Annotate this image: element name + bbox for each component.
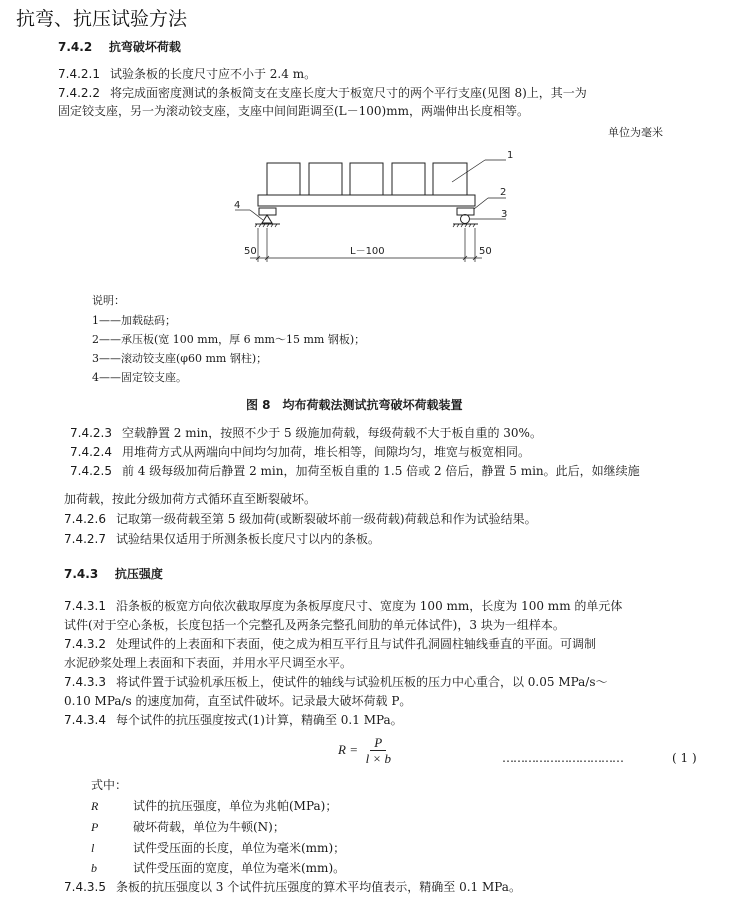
formula-lhs: R	[338, 742, 346, 757]
clause-7-4-2-2-cont: 固定铰支座，另一为滚动铰支座，支座中间间距调至(L－100)mm，两端伸出长度相等。	[58, 104, 529, 118]
legend-item: 3——滚动铰支座(φ60 mm 钢柱)；	[92, 352, 268, 365]
weight-block	[309, 163, 342, 195]
bearing-plate-right	[457, 208, 474, 215]
equation-number: ( 1 )	[672, 751, 697, 765]
clause-7-4-3-2: 7.4.3.2 处理试件的上表面和下表面，使之成为相互平行且与试件孔洞圆柱轴线垂直的平面。可调制	[64, 637, 596, 651]
clause-7-4-3-1-cont: 试件(对于空心条板，长度包括一个完整孔及两条完整孔间肋的单元体试件)，3 块为一组样本。	[64, 618, 565, 632]
where-label: 式中：	[91, 778, 128, 792]
legend-title: 说明：	[92, 294, 125, 307]
roller-support	[461, 215, 470, 224]
variable-row	[91, 820, 285, 835]
weight-block	[267, 163, 300, 195]
clause-7-4-3-4: 7.4.3.4 每个试件的抗压强度按式(1)计算，精确至 0.1 MPa。	[64, 713, 403, 727]
dim-right-overhang: 50	[479, 246, 492, 257]
section-title: 抗弯破坏荷载	[108, 40, 181, 54]
section-number: 7.4.3	[64, 567, 99, 581]
weight-block	[433, 163, 467, 195]
variable-desc: 试件的抗压强度，单位为兆帕(MPa)；	[133, 799, 338, 813]
fixed-hinge-support	[262, 215, 272, 223]
clause-7-4-2-5-cont: 加荷载，按此分级加荷方式循环直至断裂破坏。	[64, 492, 317, 506]
clause-7-4-2-6: 7.4.2.6 记取第一级荷载至第 5 级加荷(或断裂破坏前一级荷载)荷载总和作为试验结果。	[64, 512, 537, 526]
figure-caption: 图 8 均布荷载法测试抗弯破坏荷载装置	[246, 398, 463, 412]
formula-denominator: l × b	[365, 751, 391, 766]
section-heading-7-4-3	[64, 565, 163, 582]
variable-desc: 试件受压面的宽度，单位为毫米(mm)。	[133, 861, 346, 875]
clause-7-4-2-3: 7.4.2.3 空载静置 2 min，按照不少于 5 级施加荷载，每级荷载不大于板自重的 30%。	[70, 426, 542, 440]
variable-symbol: b	[91, 861, 97, 875]
variable-row	[91, 841, 345, 856]
formula: R = $\frac{P}{l \times b}$	[338, 735, 395, 766]
bearing-plate-left	[259, 208, 276, 215]
dim-span: L－100	[350, 246, 385, 257]
formula-leader: ……………………………	[502, 751, 623, 765]
variable-row	[91, 799, 337, 814]
legend-item: 4——固定铰支座。	[92, 371, 187, 384]
test-board	[258, 195, 475, 206]
variable-desc: 破坏荷载，单位为牛顿(N)；	[133, 820, 285, 834]
section-title: 抗压强度	[114, 567, 163, 581]
legend-item: 1——加载砝码；	[92, 314, 176, 327]
clause-7-4-3-1: 7.4.3.1 沿条板的板宽方向依次截取厚度为条板厚度尺寸、宽度为 100 mm，长度为 100 mm 的单元体	[64, 599, 623, 613]
section-number: 7.4.2	[58, 40, 93, 54]
weight-block	[392, 163, 425, 195]
variable-row	[91, 861, 345, 876]
label-3: 3	[501, 209, 508, 220]
formula-numerator: P	[370, 735, 386, 751]
legend-item: 2——承压板(宽 100 mm，厚 6 mm～15 mm 钢板)；	[92, 333, 366, 346]
clause-7-4-3-3: 7.4.3.3 将试件置于试验机承压板上，使试件的轴线与试验机压板的压力中心重合，以 0.05 MPa/s～	[64, 675, 608, 689]
variable-desc: 试件受压面的长度，单位为毫米(mm)；	[133, 841, 346, 855]
clause-7-4-2-7: 7.4.2.7 试验结果仅适用于所测条板长度尺寸以内的条板。	[64, 532, 380, 546]
figure-8-diagram	[220, 140, 520, 270]
label-2: 2	[500, 187, 507, 198]
dim-left-overhang: 50	[244, 246, 257, 257]
clause-7-4-3-5: 7.4.3.5 条板的抗压强度以 3 个试件抗压强度的算术平均值表示，精确至 0.1 MPa。	[64, 880, 521, 894]
label-1: 1	[507, 150, 514, 161]
variable-symbol: P	[91, 820, 99, 834]
clause-7-4-2-2: 7.4.2.2 将完成面密度测试的条板简支在支座长度大于板宽尺寸的两个平行支座(见图 8)上，其一为	[58, 86, 587, 100]
clause-7-4-3-3-cont: 0.10 MPa/s 的速度加荷，直至试件破坏。记录最大破坏荷载 P。	[64, 694, 412, 708]
page-title: 抗弯、抗压试验方法	[16, 8, 188, 30]
variable-symbol: R	[91, 799, 99, 813]
clause-7-4-3-2-cont: 水泥砂浆处理上表面和下表面，并用水平尺调至水平。	[64, 656, 353, 670]
clause-7-4-2-4: 7.4.2.4 用堆荷方式从两端向中间均匀加荷，堆长相等，间隙均匀，堆宽与板宽相同。	[70, 445, 530, 459]
weight-block	[350, 163, 383, 195]
section-heading-7-4-2	[58, 38, 181, 55]
clause-7-4-2-5: 7.4.2.5 前 4 级每级加荷后静置 2 min，加荷至板自重的 1.5 倍或 2 倍后，静置 5 min。此后，如继续施	[70, 464, 640, 478]
variable-symbol: l	[91, 841, 95, 855]
unit-note: 单位为毫米	[608, 126, 663, 139]
formula-fraction	[362, 735, 395, 766]
clause-7-4-2-1: 7.4.2.1 试验条板的长度尺寸应不小于 2.4 m。	[58, 67, 317, 81]
label-4: 4	[234, 200, 241, 211]
